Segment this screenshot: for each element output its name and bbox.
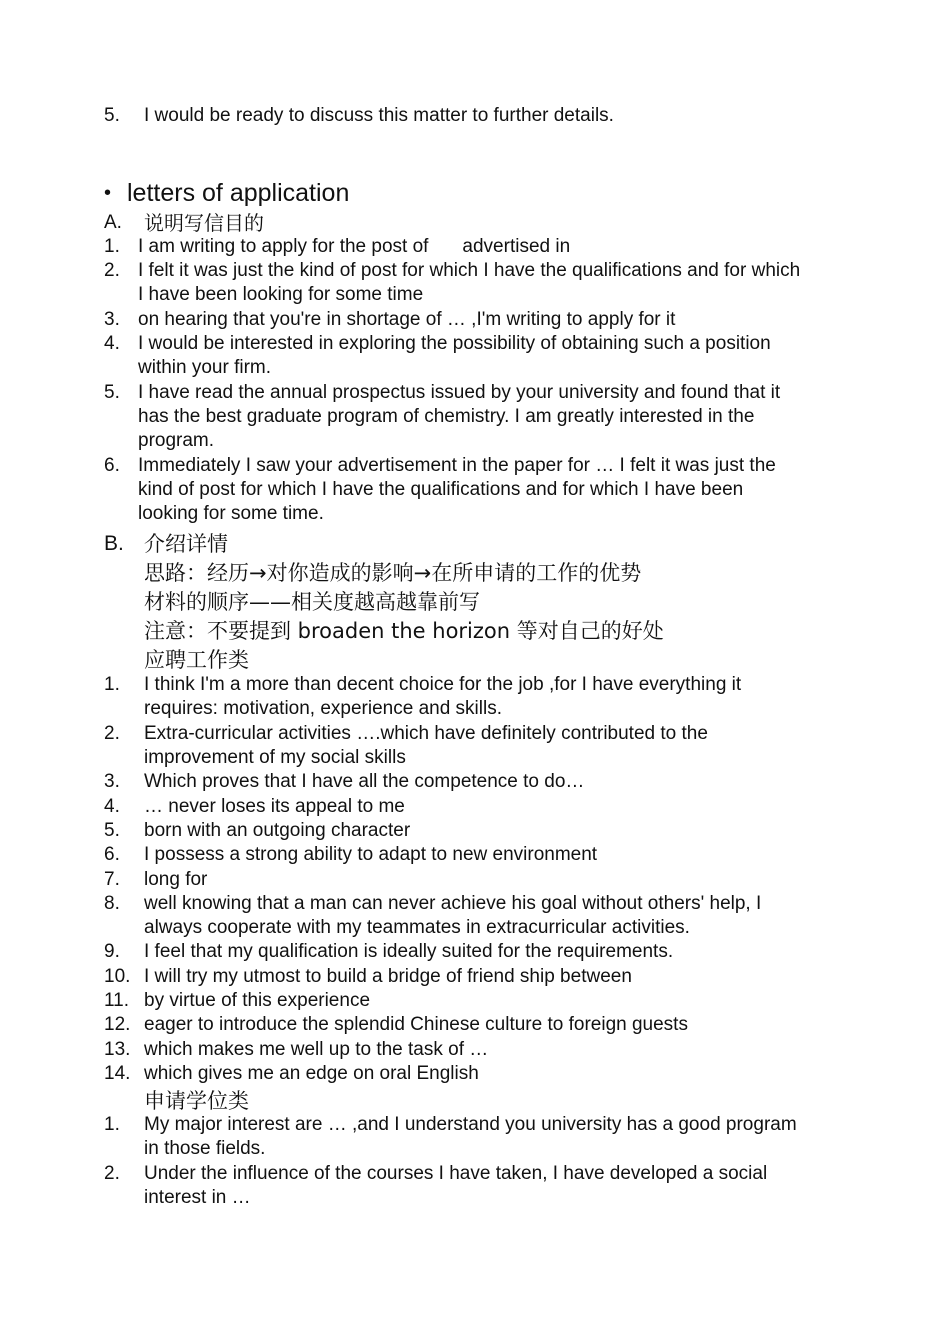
item-number: 1.: [104, 236, 120, 257]
item-number: 4.: [104, 796, 120, 817]
item-text: I think I'm a more than decent choice for the job ,for I have everything it: [144, 674, 742, 695]
item-text: interest in …: [144, 1187, 251, 1208]
item-text: I have been looking for some time: [138, 284, 424, 305]
list-item: [0, 989, 950, 1013]
item-number: 6.: [104, 455, 120, 476]
note-text: 思路：经历→对你造成的影响→在所申请的工作的优势: [144, 561, 642, 585]
list-item: [0, 1062, 950, 1086]
item-number: 6.: [104, 844, 120, 865]
item-text: kind of post for which I have the qualifications and for which I have been: [138, 479, 744, 500]
part-a-heading: [0, 211, 950, 235]
item-number: 12.: [104, 1014, 131, 1035]
section-title: letters of application: [127, 179, 350, 207]
item-text: Under the influence of the courses I have taken, I have developed a social: [144, 1163, 768, 1184]
list-item: [0, 868, 950, 892]
item-text: improvement of my social skills: [144, 747, 406, 768]
item-text: I would be interested in exploring the possibility of obtaining such a position: [138, 333, 771, 354]
list-item-continuation: [0, 697, 950, 721]
item-number: 3.: [104, 309, 120, 330]
item-text: I possess a strong ability to adapt to new environment: [144, 844, 598, 865]
list-item: [0, 843, 950, 867]
list-item: [0, 381, 950, 405]
item-number: 13.: [104, 1039, 131, 1060]
item-number: 5.: [104, 820, 120, 841]
list-item: [0, 673, 950, 697]
item-text: has the best graduate program of chemistry. I am greatly interested in the: [138, 406, 755, 427]
subsection-heading: [0, 1087, 950, 1115]
item-number: 1.: [104, 1114, 120, 1135]
item-text: I am writing to apply for the post of: [138, 236, 429, 257]
item-number: 2.: [104, 1163, 120, 1184]
list-item-continuation: [0, 283, 950, 307]
list-item: [0, 722, 950, 746]
item-text: which gives me an edge on oral English: [144, 1063, 479, 1084]
part-heading: 介绍详情: [144, 532, 228, 556]
list-item: [0, 235, 950, 259]
item-number: 2.: [104, 723, 120, 744]
item-text: well knowing that a man can never achieve his goal without others' help, I: [144, 893, 762, 914]
item-number: 2.: [104, 260, 120, 281]
note-line: [0, 588, 950, 616]
item-text: My major interest are … ,and I understand you university has a good program: [144, 1114, 797, 1135]
list-item: [0, 1038, 950, 1062]
item-number: 10.: [104, 966, 131, 987]
item-number: 5.: [104, 105, 120, 126]
part-label: B.: [104, 532, 124, 555]
item-text: requires: motivation, experience and skills.: [144, 698, 503, 719]
item-text: Which proves that I have all the competence to do…: [144, 771, 585, 792]
note-text: 注意：不要提到 broaden the horizon 等对自己的好处: [144, 619, 664, 643]
list-item: [0, 1113, 950, 1137]
item-text-extra: advertised in: [462, 236, 571, 257]
section-heading: [0, 178, 950, 208]
item-number: 4.: [104, 333, 120, 354]
list-item-continuation: [0, 1186, 950, 1210]
item-number: 5.: [104, 382, 120, 403]
item-number: 11.: [104, 990, 130, 1011]
list-item-continuation: [0, 478, 950, 502]
list-item-continuation: [0, 502, 950, 526]
item-text: I would be ready to discuss this matter to further details.: [144, 105, 614, 126]
list-item: [0, 332, 950, 356]
item-text: within your firm.: [138, 357, 272, 378]
part-label: A.: [104, 212, 122, 233]
item-text: born with an outgoing character: [144, 820, 411, 841]
item-text: eager to introduce the splendid Chinese culture to foreign guests: [144, 1014, 688, 1035]
item-text: I feel that my qualification is ideally suited for the requirements.: [144, 941, 674, 962]
item-text: program.: [138, 430, 215, 451]
item-text: which makes me well up to the task of …: [144, 1039, 489, 1060]
item-text: on hearing that you're in shortage of … ,I'm writing to apply for it: [138, 309, 676, 330]
item-text: looking for some time.: [138, 503, 324, 524]
item-text: in those fields.: [144, 1138, 266, 1159]
note-text: 材料的顺序——相关度越高越靠前写: [144, 590, 480, 614]
list-item: [0, 1162, 950, 1186]
item-text: I have read the annual prospectus issued by your university and found that it: [138, 382, 781, 403]
item-text: by virtue of this experience: [144, 990, 371, 1011]
part-heading: 说明写信目的: [144, 211, 264, 235]
subsection-title: 申请学位类: [144, 1089, 249, 1113]
list-item-continuation: [0, 1137, 950, 1161]
item-number: 1.: [104, 674, 120, 695]
list-item-continuation: [0, 746, 950, 770]
list-item: [0, 892, 950, 916]
subsection-heading: [0, 646, 950, 674]
item-text-line: [138, 235, 570, 259]
list-item: [0, 454, 950, 478]
list-item-continuation: [0, 916, 950, 940]
item-number: 3.: [104, 771, 120, 792]
item-number: 8.: [104, 893, 120, 914]
bullet-icon: •: [104, 182, 112, 204]
list-item: [0, 1013, 950, 1037]
item-text: I will try my utmost to build a bridge of friend ship between: [144, 966, 632, 987]
part-b-heading: [0, 530, 950, 558]
list-item: [0, 795, 950, 819]
subsection-title: 应聘工作类: [144, 648, 249, 672]
list-item-continuation: [0, 356, 950, 380]
item-text: … never loses its appeal to me: [144, 796, 405, 817]
item-number: 7.: [104, 869, 120, 890]
list-item: [0, 819, 950, 843]
list-item-continuation: [0, 405, 950, 429]
list-item: [0, 940, 950, 964]
item-number: 14.: [104, 1063, 131, 1084]
note-line: [0, 559, 950, 587]
item-text: I felt it was just the kind of post for which I have the qualifications and for which: [138, 260, 801, 281]
list-item: [0, 965, 950, 989]
item-number: 9.: [104, 941, 120, 962]
list-item-continuation: [0, 429, 950, 453]
item-text: always cooperate with my teammates in extracurricular activities.: [144, 917, 690, 938]
list-item: [0, 259, 950, 283]
item-text: Extra-curricular activities ….which have definitely contributed to the: [144, 723, 708, 744]
list-item: [0, 104, 950, 128]
note-line: [0, 617, 950, 645]
item-text: long for: [144, 869, 208, 890]
list-item: [0, 308, 950, 332]
item-text: Immediately I saw your advertisement in the paper for … I felt it was just the: [138, 455, 776, 476]
list-item: [0, 770, 950, 794]
